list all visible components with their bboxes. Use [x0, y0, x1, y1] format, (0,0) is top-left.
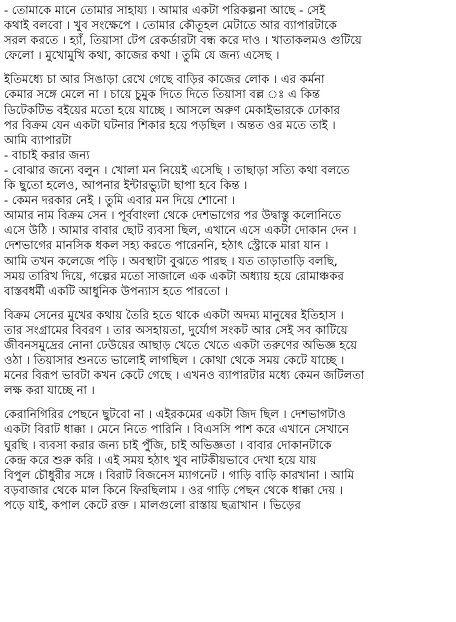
paragraph [4, 308, 452, 399]
text-line: ঘুরছি । ব্যবসা করার জন্য চাই পুঁজি, চাই অভিজ্ঞতা । বাবার দোকানটাকে [4, 437, 332, 452]
text-line: একটা বিরাট ধাক্কা । মেনে নিতে পারিনি । বিএসসি পাশ করে এখানে সেখানে [4, 422, 349, 437]
paragraph [4, 72, 452, 298]
text-line: - বোঝার জন্যে বলুন । খোলা মন নিয়েই এসেছি । তাছাড়া সত্যি কথা বলতে [4, 162, 350, 177]
paragraph [4, 3, 452, 63]
text-line: ইতিমধ্যে চা আর সিঙাড়া রেখে গেছে বাড়ির কাজের লোক । এর কর্মনা [4, 72, 325, 87]
text-line: আমি তখন কলেজে পড়ি । অবস্থাটা বুঝতে পারছ । যত তাড়াতাড়ি বলছি, [4, 253, 338, 268]
text-line: বিপুল চৌধুরীর সঙ্গে । বিরাট বিজনেস ম্যাগনেট । গাড়ি বাড়ি কারখানা । আমি [4, 467, 355, 482]
text-line: - তোমাকে মানে তোমার সাহায্য । আমার একটা পরিকল্পনা আছে - সেই [4, 3, 326, 17]
text-line: মনের বিরূপ ভাবটা কখন কেটে গেছে । এখনও ব্যাপারটার মধ্যে কেমন জটিলতা [4, 368, 365, 383]
text-line: পড়ে যাই, কপাল কেটে রক্ত । মালগুলো রাস্তায় ছত্রাখান । ভিড়ের [4, 497, 301, 512]
text-line: বিক্রম সেনের মুখের কথায় তৈরি হতে থাকে একটা অদম্য মানুষের ইতিহাস । [4, 307, 344, 322]
text-line: ওঠা । তিয়াসার শুনতে ভালোই লাগছিল । কোথা থেকে সময় কেটে যাচ্ছে । [4, 353, 345, 368]
text-line: ফেলো । মুখোমুখি কথা, কাজের কথা । তুমি যে জন্য এসেছ । [4, 48, 280, 63]
text-line: আমি ব্যাপারটা [4, 132, 72, 147]
text-line: জীবনসমুদ্রের নোনা ঢেউয়ের আছাড় খেতে খেতে একটা তরুণের অভিজ্ঞ হয়ে [4, 337, 357, 352]
text-line: কথাই বলবো । খুব সংক্ষেপে । তোমার কৌতূহল মেটাতে আর ব্যাপারটাকে [4, 18, 337, 33]
text-line: - কেমন দরকার নেই । তুমি এবার মন দিয়ে শোনো । [4, 193, 236, 208]
text-line: সময় তারিখ দিয়ে, গল্পের মতো সাজালে এক একটা অধ্যায় হয়ে রোমাঞ্চকর [4, 268, 344, 283]
paragraph-gap [4, 63, 452, 72]
paragraph-gap [4, 398, 452, 407]
text-line: কেরানিগিরির পেছনে ছুটবো না । এইরকমের একটা জিদ ছিল । দেশভাগটাও [4, 407, 346, 422]
text-line: বাস্তবধর্মী একটি আধুনিক উপন্যাস হতে পারতো । [4, 283, 229, 298]
text-line: লক্ষ করা যাচ্ছে না । [4, 383, 95, 398]
text-line: পর বিক্রম যেন একটা ঘটনার শিকার হয়ে পড়ছিল । অন্তত ওর মতে তাই । [4, 117, 336, 132]
text-line: কি ছুতো হলেও, আপনার ইন্টারভ্যুটা ছাপা হবে কিন্ত । [4, 178, 248, 193]
text-line: কেন্দ্র করে শুরু করি । এই সময় হঠাৎ খুব নাটকীয়ভাবে দেখা হয়ে যায় [4, 452, 317, 467]
text-line: তার সংগ্রামের বিবরণ । তার অসহায়তা, দুর্যোগ সংকট আর সেই সব কাটিয়ে [4, 322, 348, 337]
text-line: ডিটেকটিভ বইয়ের মতো হয়ে যাচ্ছে । আসলে অরুণ মেকাইভারকে ঢোকার [4, 102, 340, 117]
text-line: দেশভাগের মানসিক ধকল সহ্য করতে পারেননি, হঠাৎ স্ট্রোকে মারা যান । [4, 238, 329, 253]
text-line: এসে উঠি । আমার বাবার ছোট ব্যবসা ছিল, এখানে এসে একটা দোকান দেন । [4, 223, 357, 238]
paragraph [4, 407, 452, 513]
paragraph-gap [4, 299, 452, 308]
text-line: বড়বাজার থেকে মাল কিনে ফিরছিলাম । ওর গাড়ি পেছন থেকে ধাক্কা দেয় । [4, 482, 343, 497]
document-body [4, 3, 452, 513]
text-line: - বাচাই করার জন্য [4, 147, 90, 162]
text-line: আমার নাম বিক্রম সেন । পূর্ববাংলা থেকে দেশভাগের পর উদ্বাস্তু কলোনিতে [4, 208, 342, 223]
text-line: কেমার সঙ্গে মেলে না । চায়ে চুমুক দিতে দিতে তিয়াসা বল্ল ঃ এ কিন্ত [4, 87, 320, 102]
text-line: সরল করতে । হ্যাঁ, তিয়াসা টেপ রেকর্ডারটা বন্ধ করে দাও । খাতাকলমও গুটিয়ে [4, 33, 362, 48]
